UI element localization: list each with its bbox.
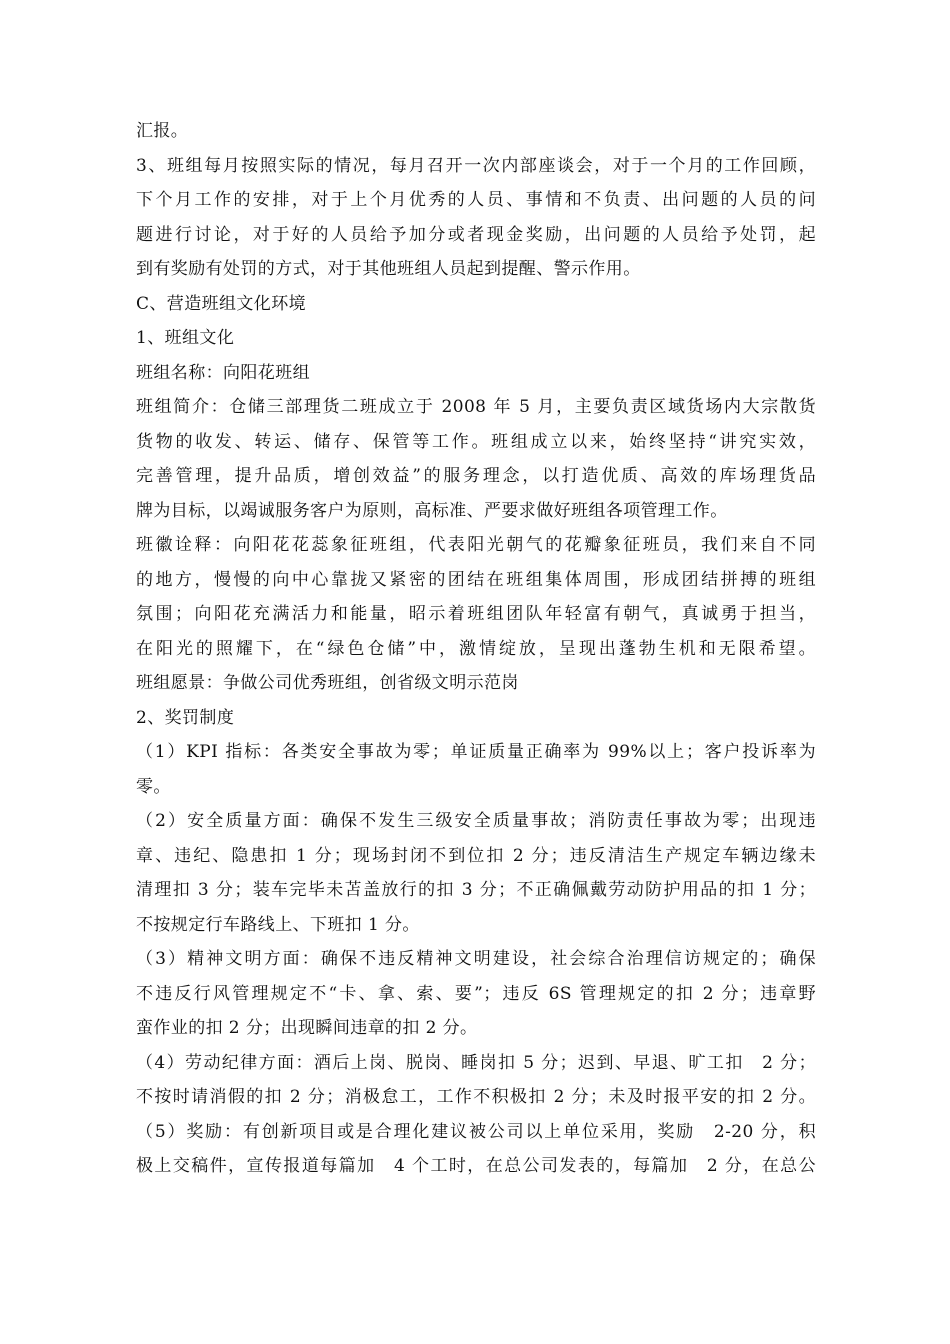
text-line: 在阳光的照耀下，在“绿色仓储”中，激情绽放，呈现出蓬勃生机和无限希望。 xyxy=(136,638,816,659)
text-line: 章、违纪、隐患扣 1 分；现场封闭不到位扣 2 分；违反清洁生产规定车辆边缘未 xyxy=(136,845,816,866)
text-line: 蛮作业的扣 2 分；出现瞬间违章的扣 2 分。 xyxy=(136,1018,478,1038)
text-line: 不按规定行车路线上、下班扣 1 分。 xyxy=(136,914,420,935)
text-line: 货物的收发、转运、储存、保管等工作。班组成立以来，始终坚持“讲究实效， xyxy=(136,431,816,452)
text-line: 完善管理，提升品质，增创效益”的服务理念，以打造优质、高效的库场理货品 xyxy=(136,466,816,486)
text-line: （1）KPI 指标：各类安全事故为零；单证质量正确率为 99%以上；客户投诉率为 xyxy=(136,742,816,762)
text-line: 1、班组文化 xyxy=(136,328,235,348)
text-line: 不按时请消假的扣 2 分；消极怠工，工作不积极扣 2 分；未及时报平安的扣 2 分。 xyxy=(136,1087,816,1107)
text-line: 班组愿景：争做公司优秀班组，创省级文明示范岗 xyxy=(136,673,519,693)
text-line: 极上交稿件，宣传报道每篇加 4 个工时，在总公司发表的，每篇加 2 分，在总公 xyxy=(136,1156,816,1176)
text-line: 清理扣 3 分；装车完毕未苫盖放行的扣 3 分；不正确佩戴劳动防护用品的扣 1 分； xyxy=(136,880,816,900)
text-line: 题进行讨论，对于好的人员给予加分或者现金奖励，出问题的人员给予处罚，起 xyxy=(136,224,816,245)
text-line: 汇报。 xyxy=(136,121,189,141)
text-line: 不违反行风管理规定不“卡、拿、索、要”；违反 6S 管理规定的扣 2 分；违章野 xyxy=(136,983,816,1004)
text-line: 零。 xyxy=(136,776,171,797)
text-line: 下个月工作的安排，对于上个月优秀的人员、事情和不负责、出问题的人员的问 xyxy=(136,190,816,210)
text-line: 班组名称：向阳花班组 xyxy=(136,362,310,383)
text-line: （5）奖励：有创新项目或是合理化建议被公司以上单位采用，奖励 2-20 分，积 xyxy=(136,1121,816,1142)
text-line: C、营造班组文化环境 xyxy=(136,293,307,314)
text-line: 牌为目标，以竭诚服务客户为原则，高标准、严要求做好班组各项管理工作。 xyxy=(136,500,728,521)
text-line: （2）安全质量方面：确保不发生三级安全质量事故；消防责任事故为零；出现违 xyxy=(136,811,816,831)
text-line: （4）劳动纪律方面：酒后上岗、脱岗、睡岗扣 5 分；迟到、早退、旷工扣 2 分； xyxy=(136,1052,816,1073)
text-line: 班组简介：仓储三部理货二班成立于 2008 年 5 月，主要负责区域货场内大宗散货 xyxy=(136,397,816,417)
text-line: （3）精神文明方面：确保不违反精神文明建设，社会综合治理信访规定的；确保 xyxy=(136,949,816,969)
text-line: 到有奖励有处罚的方式，对于其他班组人员起到提醒、警示作用。 xyxy=(136,259,641,279)
text-line: 3、班组每月按照实际的情况，每月召开一次内部座谈会，对于一个月的工作回顾， xyxy=(136,155,816,176)
text-line: 班徽诠释：向阳花花蕊象征班组，代表阳光朝气的花瓣象征班员，我们来自不同 xyxy=(136,535,816,555)
document-page xyxy=(136,114,816,1184)
text-line: 2、奖罚制度 xyxy=(136,707,235,728)
text-line: 的地方，慢慢的向中心靠拢又紧密的团结在班组集体周围，形成团结拼搏的班组 xyxy=(136,569,816,590)
text-line: 氛围；向阳花充满活力和能量，昭示着班组团队年轻富有朝气，真诚勇于担当， xyxy=(136,604,816,624)
